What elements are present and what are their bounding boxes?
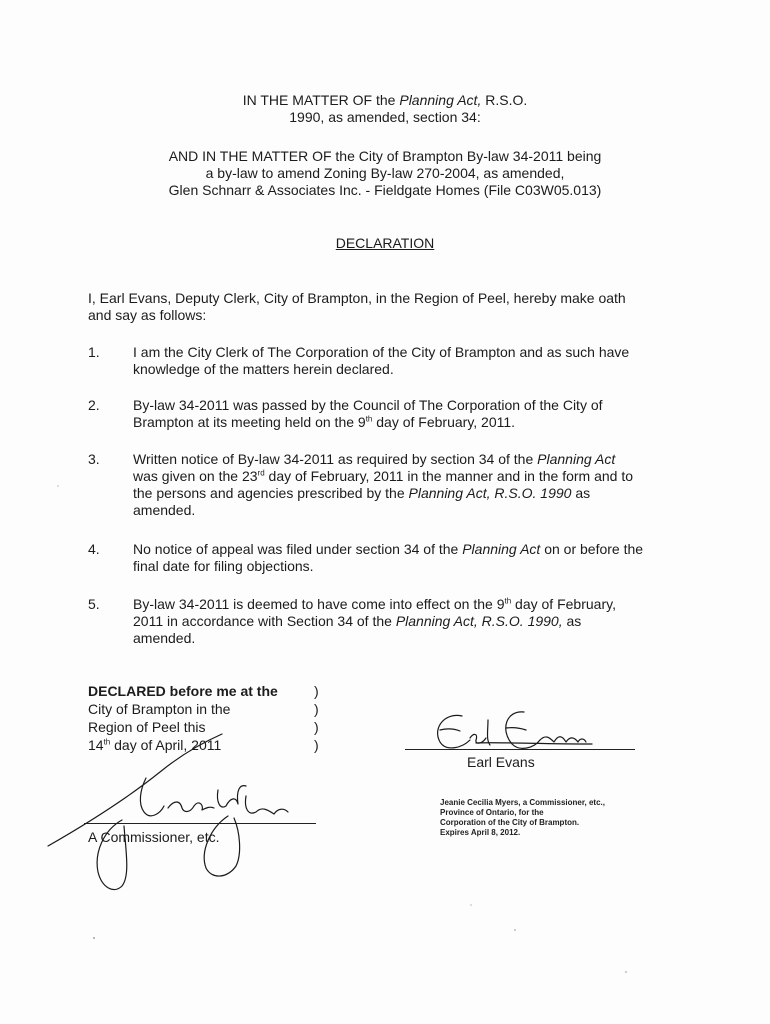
earl-evans-signature [438, 712, 592, 748]
list-item [133, 451, 703, 519]
stamp-line-2: Province of Ontario, for the [440, 808, 544, 817]
declared-line-3: Region of Peel this [88, 719, 206, 735]
commissioner-stamp [440, 798, 605, 838]
stamp-line-4: Expires April 8, 2012. [440, 828, 521, 837]
bracket: ) [314, 719, 319, 735]
item-3-line-3: the persons and agencies prescribed by the Planning Act, R.S.O. 1990 as [133, 485, 591, 501]
bracket: ) [314, 683, 319, 699]
intro-line-1: I, Earl Evans, Deputy Clerk, City of Brampton, in the Region of Peel, hereby make oath [88, 290, 626, 306]
bracket: ) [314, 701, 319, 717]
commissioner-signature-line [84, 823, 316, 824]
item-1-line-1: I am the City Clerk of The Corporation of the City of Brampton and as such have [133, 344, 630, 360]
item-2-line-2: Brampton at its meeting held on the 9th day of February, 2011. [133, 414, 516, 430]
item-2-line-1: By-law 34-2011 was passed by the Council of The Corporation of the City of [133, 397, 603, 413]
heading-line-1: IN THE MATTER OF the Planning Act, R.S.O. [242, 92, 528, 108]
item-5-line-1: By-law 34-2011 is deemed to have come into effect on the 9th day of February, [133, 596, 616, 612]
declared-line-1: DECLARED before me at the [88, 683, 278, 699]
stamp-line-1: Jeanie Cecilia Myers, a Commissioner, etc., [440, 798, 605, 807]
declared-line-2: City of Brampton in the [88, 701, 231, 717]
intro-line-2: and say as follows: [88, 307, 207, 323]
item-number: 3. [88, 451, 100, 467]
list-item [133, 541, 703, 575]
item-number: 2. [88, 397, 100, 413]
signer-signature-line [405, 749, 635, 750]
commissioner-label: A Commissioner, etc. [88, 829, 220, 845]
declared-line-4: 14th day of April, 2011 [88, 737, 222, 753]
list-item [133, 344, 703, 378]
list-item [133, 397, 703, 431]
stamp-line-3: Corporation of the City of Brampton. [440, 818, 580, 827]
item-3-line-4: amended. [133, 502, 196, 518]
item-number: 4. [88, 541, 100, 557]
item-1-line-2: knowledge of the matters herein declared. [133, 361, 394, 377]
item-3-line-2: was given on the 23rd day of February, 2011 in the manner and in the form and to [133, 468, 634, 484]
commissioner-signature [48, 734, 288, 890]
item-number: 1. [88, 344, 100, 360]
item-number: 5. [88, 596, 100, 612]
item-5-line-3: amended. [133, 630, 196, 646]
heading-line-5: Glen Schnarr & Associates Inc. - Fieldgate Homes (File C03W05.013) [168, 182, 602, 198]
list-item [133, 596, 703, 647]
heading-line-4: a by-law to amend Zoning By-law 270-2004, as amended, [205, 165, 565, 181]
heading-line-3: AND IN THE MATTER OF the City of Brampton By-law 34-2011 being [168, 148, 602, 164]
page-title: DECLARATION [335, 235, 435, 251]
item-3-line-1: Written notice of By-law 34-2011 as required by section 34 of the Planning Act [133, 451, 616, 467]
bracket: ) [314, 737, 319, 753]
item-4-line-1: No notice of appeal was filed under section 34 of the Planning Act on or before the [133, 541, 644, 557]
item-4-line-2: final date for filing objections. [133, 558, 314, 574]
heading-line-2: 1990, as amended, section 34: [289, 109, 481, 125]
item-5-line-2: 2011 in accordance with Section 34 of the Planning Act, R.S.O. 1990, as [133, 613, 582, 629]
signer-name: Earl Evans [467, 754, 535, 770]
